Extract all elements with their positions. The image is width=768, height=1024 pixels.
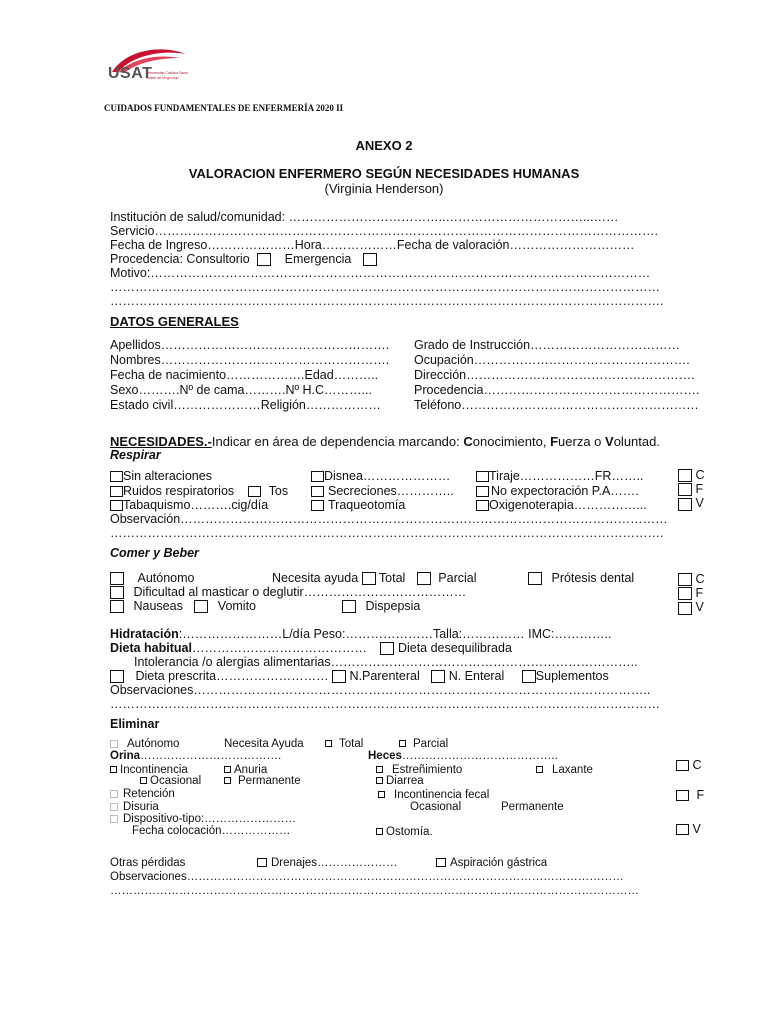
elim-cfv-c [676,758,702,772]
elim-total-label: Total [339,738,364,750]
orina-label: Orina [110,750,141,762]
sin-alteraciones-checkbox[interactable] [110,471,123,482]
necesidades-text: Indicar en área de dependencia marcando: [211,434,464,449]
autonomo-checkbox[interactable] [110,572,124,585]
logo-text: USAT [108,65,153,82]
heces-label: Heces [368,750,402,762]
aspiracion-checkbox[interactable] [436,858,446,867]
resp-cfv [678,468,705,511]
drenajes-label[interactable]: Drenajes………………… [271,857,398,869]
elim-diarrea [376,775,424,787]
necesita-ayuda-label: Necesita ayuda [272,571,359,585]
elim-fecha-colocacion[interactable]: Fecha colocación……………… [132,825,291,837]
comer-f-label: F [695,586,704,601]
elim-observaciones-field[interactable]: Observaciones…………………………………………………………………………………………………… [110,871,624,883]
hidratacion-line[interactable] [110,627,611,641]
dieta-prescrita-label[interactable]: Dieta prescrita……………………… [135,669,329,683]
telefono-field[interactable]: Teléfono………………………………………………… [414,398,699,412]
dieta-habitual-line [110,641,512,655]
usat-logo [108,46,188,96]
nombres-field[interactable]: Nombres………………………………………………. [110,353,390,367]
estrenimiento-checkbox[interactable] [376,766,383,773]
resp-sin-alteraciones [110,469,212,483]
heces-line [368,750,558,762]
retencion-checkbox[interactable] [110,790,118,798]
elim-ocasional-2: Ocasional [410,801,462,813]
intolerancia-field[interactable]: Intolerancia /o alergias alimentarias……………………………………………………………….. [134,655,638,669]
no-expectoracion-label: No expectoración P.A……. [491,484,639,498]
elim-autonomo-checkbox[interactable] [110,740,118,748]
datos-generales-heading: DATOS GENERALES [110,314,239,329]
ostomia-label: Ostomía. [386,826,433,838]
elim-autonomo-label: Autónomo [127,738,180,750]
ruidos-checkbox[interactable] [110,486,123,497]
dificultad-label: Dificultad al masticar o deglutir………………………………… [133,585,467,599]
dispepsia-checkbox[interactable] [342,600,356,613]
logo-subtext: Universidad Católica Santo Toribio de Mogrovejo [146,71,189,80]
disnea-checkbox[interactable] [311,471,324,482]
dieta-habitual-label: Dieta habitual [110,641,192,655]
resp-cfv-c [678,468,705,482]
elim-disuria [110,801,159,813]
elim-ocasional [140,775,201,787]
sin-alteraciones-label: Sin alteraciones [123,469,212,483]
resp-cfv-v [678,496,705,510]
procedencia-label: Procedencia: Consultorio [110,252,250,266]
elim-parcial-checkbox[interactable] [399,740,406,747]
tabaquismo-checkbox[interactable] [110,500,123,511]
sexo-field[interactable]: Sexo……….Nº de cama……….Nº H.C………... [110,383,372,397]
elim-v-checkbox[interactable] [676,824,689,835]
tiraje-checkbox[interactable] [476,471,489,482]
aspiracion-label: Aspiración gástrica [450,857,548,869]
course-title: CUIDADOS FUNDAMENTALES DE ENFERMERÍA 2020 II [104,103,344,113]
fecha-line[interactable]: Fecha de Ingreso…………………Hora………………Fecha de valoración………………………… [110,238,635,252]
hidratacion-fields: :……………………L/día Peso:…………………Talla:…………… IMC:………….. [178,627,612,641]
resp-observacion-dots[interactable]: ……………………………………………………………………………………………………………………. [110,526,664,540]
motivo-field[interactable]: Motivo:………………………………………………………………………………………………………… [110,266,651,280]
elim-observaciones-dots[interactable]: ………………………………………………………………………………………………………………………… [110,885,639,897]
comer-cfv-v [678,600,705,614]
tos-label: Tos [268,484,289,498]
comer-necesita [272,571,477,585]
eliminar-heading: Eliminar [110,717,160,731]
autonomo-label: Autónomo [137,571,195,585]
procedencia-field[interactable]: Procedencia……………………………………………. [414,383,700,397]
protesis-checkbox[interactable] [528,572,542,585]
necesidades-v-rest: oluntad. [613,434,660,449]
comer-cfv-f [678,586,705,600]
comer-dispepsia [342,599,420,613]
elim-necesita: Necesita Ayuda [224,738,304,750]
estrenimiento-label: Estreñimiento [392,764,463,776]
dispositivo-label[interactable]: Dispositivo-tipo:…………………… [123,813,297,825]
laxante-checkbox[interactable] [536,766,543,773]
traqueotomia-label: Traqueotomía [328,498,406,512]
incontinencia-fecal-label: Incontinencia fecal [394,789,490,801]
ocupacion-field[interactable]: Ocupación……………………………………………. [414,353,690,367]
elim-parcial [399,738,448,750]
procedencia-line [110,252,377,266]
retencion-label: Retención [123,788,175,800]
comer-v-label: V [695,600,704,615]
orina-line [110,750,281,762]
necesidades-v: V [605,434,614,449]
institucion-field[interactable]: Institución de salud/comunidad: ………………………………..……………………………...…… [110,210,619,224]
incontinencia-checkbox[interactable] [110,766,117,773]
resp-no-expectoracion [476,484,639,498]
orina-dots[interactable]: ………………………………. [140,750,282,762]
total-checkbox[interactable] [362,572,376,585]
dificultad-checkbox[interactable] [110,586,124,599]
resp-f-checkbox[interactable] [678,483,692,496]
estado-civil-field[interactable]: Estado civil…………………Religión……………… [110,398,381,412]
necesidades-f: F [550,434,559,449]
suplementos-label: Suplementos [535,669,609,683]
main-subtitle: (Virginia Henderson) [324,181,444,196]
servicio-field[interactable]: Servicio…………………………………………………………………………………………………………. [110,224,658,238]
datos-left [110,338,389,413]
comer-cfv [678,572,705,615]
elim-total [325,738,363,750]
main-title: VALORACION ENFERMERO SEGÚN NECESIDADES HUMANAS [188,166,580,181]
n-parenteral-checkbox[interactable] [332,670,346,683]
nauseas-checkbox[interactable] [110,600,124,613]
comer-row-3 [110,599,256,613]
elim-permanente-2: Permanente [501,801,564,813]
elim-c-label: C [692,758,702,772]
dispepsia-label: Dispepsia [365,599,421,613]
resp-traqueotomia [311,498,405,512]
comer-f-checkbox[interactable] [678,587,692,600]
n-parenteral-label: N.Parenteral [349,669,420,683]
respirar-heading: Respirar [110,448,161,462]
comer-protesis [528,571,634,585]
comer-observaciones-dots[interactable]: …………………………………………………………………………………………………………………… [110,697,660,711]
elim-row-1 [110,738,179,750]
hidratacion-label: Hidratación [110,627,179,641]
datos-right [414,338,699,413]
total-label: Total [378,571,406,585]
elim-c-checkbox[interactable] [676,760,689,771]
resp-cfv-f [678,482,705,496]
tiraje-label: Tiraje………………FR…….. [489,469,644,483]
dieta-desequilibrada-label: Dieta desequilibrada [397,641,512,655]
permanente-label: Permanente [238,775,301,787]
consultorio-checkbox[interactable] [257,253,271,266]
resp-secreciones [311,484,454,498]
protesis-label: Prótesis dental [551,571,635,585]
elim-permanente [224,775,301,787]
tabaquismo-label: Tabaquismo……….cig/día [123,498,269,512]
emergencia-label: Emergencia [284,252,352,266]
anuria-label: Anuria [234,764,268,776]
comer-observaciones-field[interactable]: Observaciones……………………………………………………………………………………………….. [110,683,651,697]
dieta-prescrita-line [110,669,609,683]
elim-ostomia [376,826,433,838]
resp-v-checkbox[interactable] [678,498,692,511]
fecha-nacimiento-field[interactable]: Fecha de nacimiento……………….Edad……….. [110,368,379,382]
parcial-label: Parcial [438,571,477,585]
elim-v-label: V [692,822,701,836]
annex-title: ANEXO 2 [355,138,413,153]
secreciones-checkbox[interactable] [311,486,324,497]
elim-cfv-v [676,822,701,836]
comer-heading: Comer y Beber [110,546,199,560]
necesidades-instruction [110,434,660,449]
comer-v-checkbox[interactable] [678,602,692,615]
necesidades-label: NECESIDADES.- [110,434,212,449]
resp-c-checkbox[interactable] [678,469,692,482]
elim-f-label: F [696,788,705,802]
resp-f-label: F [695,482,704,497]
resp-tiraje [476,469,643,483]
permanente-checkbox[interactable] [224,777,231,784]
incontinencia-fecal-checkbox[interactable] [378,791,385,798]
elim-cfv-f [676,788,704,802]
diarrea-label: Diarrea [386,775,424,787]
vomito-checkbox[interactable] [194,600,208,613]
elim-dispositivo [110,813,296,825]
resp-observacion-field[interactable]: Observación……………………………………………………………………………………………………… [110,512,668,526]
resp-disnea [311,469,450,483]
traqueotomia-checkbox[interactable] [311,500,324,511]
resp-c-label: C [695,468,705,482]
comer-dificultad [110,585,466,599]
drenajes-checkbox[interactable] [257,858,267,867]
elim-aspiracion [436,857,547,869]
dispositivo-checkbox[interactable] [110,815,118,823]
vomito-label: Vomito [217,599,257,613]
n-enteral-checkbox[interactable] [431,670,445,683]
comer-row-1 [110,571,194,585]
no-expectoracion-checkbox[interactable] [476,486,489,497]
necesidades-c-rest: onocimiento, [472,434,551,449]
comer-c-label: C [695,572,705,586]
elim-incontinencia-fecal [378,789,489,801]
resp-tabaquismo [110,498,268,512]
anuria-checkbox[interactable] [224,766,231,773]
secreciones-label: Secreciones………….. [328,484,454,498]
comer-cfv-c [678,572,705,586]
grado-instruccion-field[interactable]: Grado de Instrucción……………………………… [414,338,681,352]
ocasional-label: Ocasional [150,775,202,787]
otras-perdidas-label: Otras pérdidas [110,857,186,869]
ostomia-checkbox[interactable] [376,828,383,835]
parcial-checkbox[interactable] [417,572,431,585]
motivo-dots-2[interactable]: ……………………………………………………………………………………………………………………. [110,294,664,308]
elim-laxante [536,764,593,776]
dieta-habitual-dots[interactable]: …………………………………… [191,641,367,655]
nauseas-label: Nauseas [133,599,183,613]
motivo-dots-1[interactable]: …………………………………………………………………………………………………………………… [110,280,660,294]
elim-total-checkbox[interactable] [325,740,332,747]
necesidades-f-rest: uerza o [558,434,606,449]
diarrea-checkbox[interactable] [376,777,383,784]
direccion-field[interactable]: Dirección………………………………………………. [414,368,695,382]
dieta-prescrita-checkbox[interactable] [110,670,124,683]
resp-ruidos [110,484,288,498]
ocasional-checkbox[interactable] [140,777,147,784]
necesidades-c: C [463,434,473,449]
resp-v-label: V [695,496,704,511]
apellidos-field[interactable]: Apellidos………………………………………………. [110,338,390,352]
ruidos-label: Ruidos respiratorios [123,484,235,498]
comer-c-checkbox[interactable] [678,573,692,586]
disuria-label: Disuria [123,801,159,813]
incontinencia-label: Incontinencia [120,764,188,776]
elim-drenajes [257,857,398,869]
elim-f-checkbox[interactable] [676,790,689,801]
oxigenoterapia-label: Oxigenoterapia……………... [489,498,647,512]
oxigenoterapia-checkbox[interactable] [476,500,489,511]
resp-oxigenoterapia [476,498,647,512]
tos-checkbox[interactable] [248,486,261,497]
laxante-label: Laxante [552,764,593,776]
n-enteral-label: N. Enteral [448,669,505,683]
disuria-checkbox[interactable] [110,803,118,811]
emergencia-checkbox[interactable] [363,253,377,266]
elim-parcial-label: Parcial [413,738,449,750]
dieta-desequilibrada-checkbox[interactable] [380,642,394,655]
elim-retencion [110,788,175,800]
heces-dots[interactable]: ………………………………….. [401,750,558,762]
disnea-label: Disnea………………… [324,469,451,483]
suplementos-checkbox[interactable] [522,670,536,683]
